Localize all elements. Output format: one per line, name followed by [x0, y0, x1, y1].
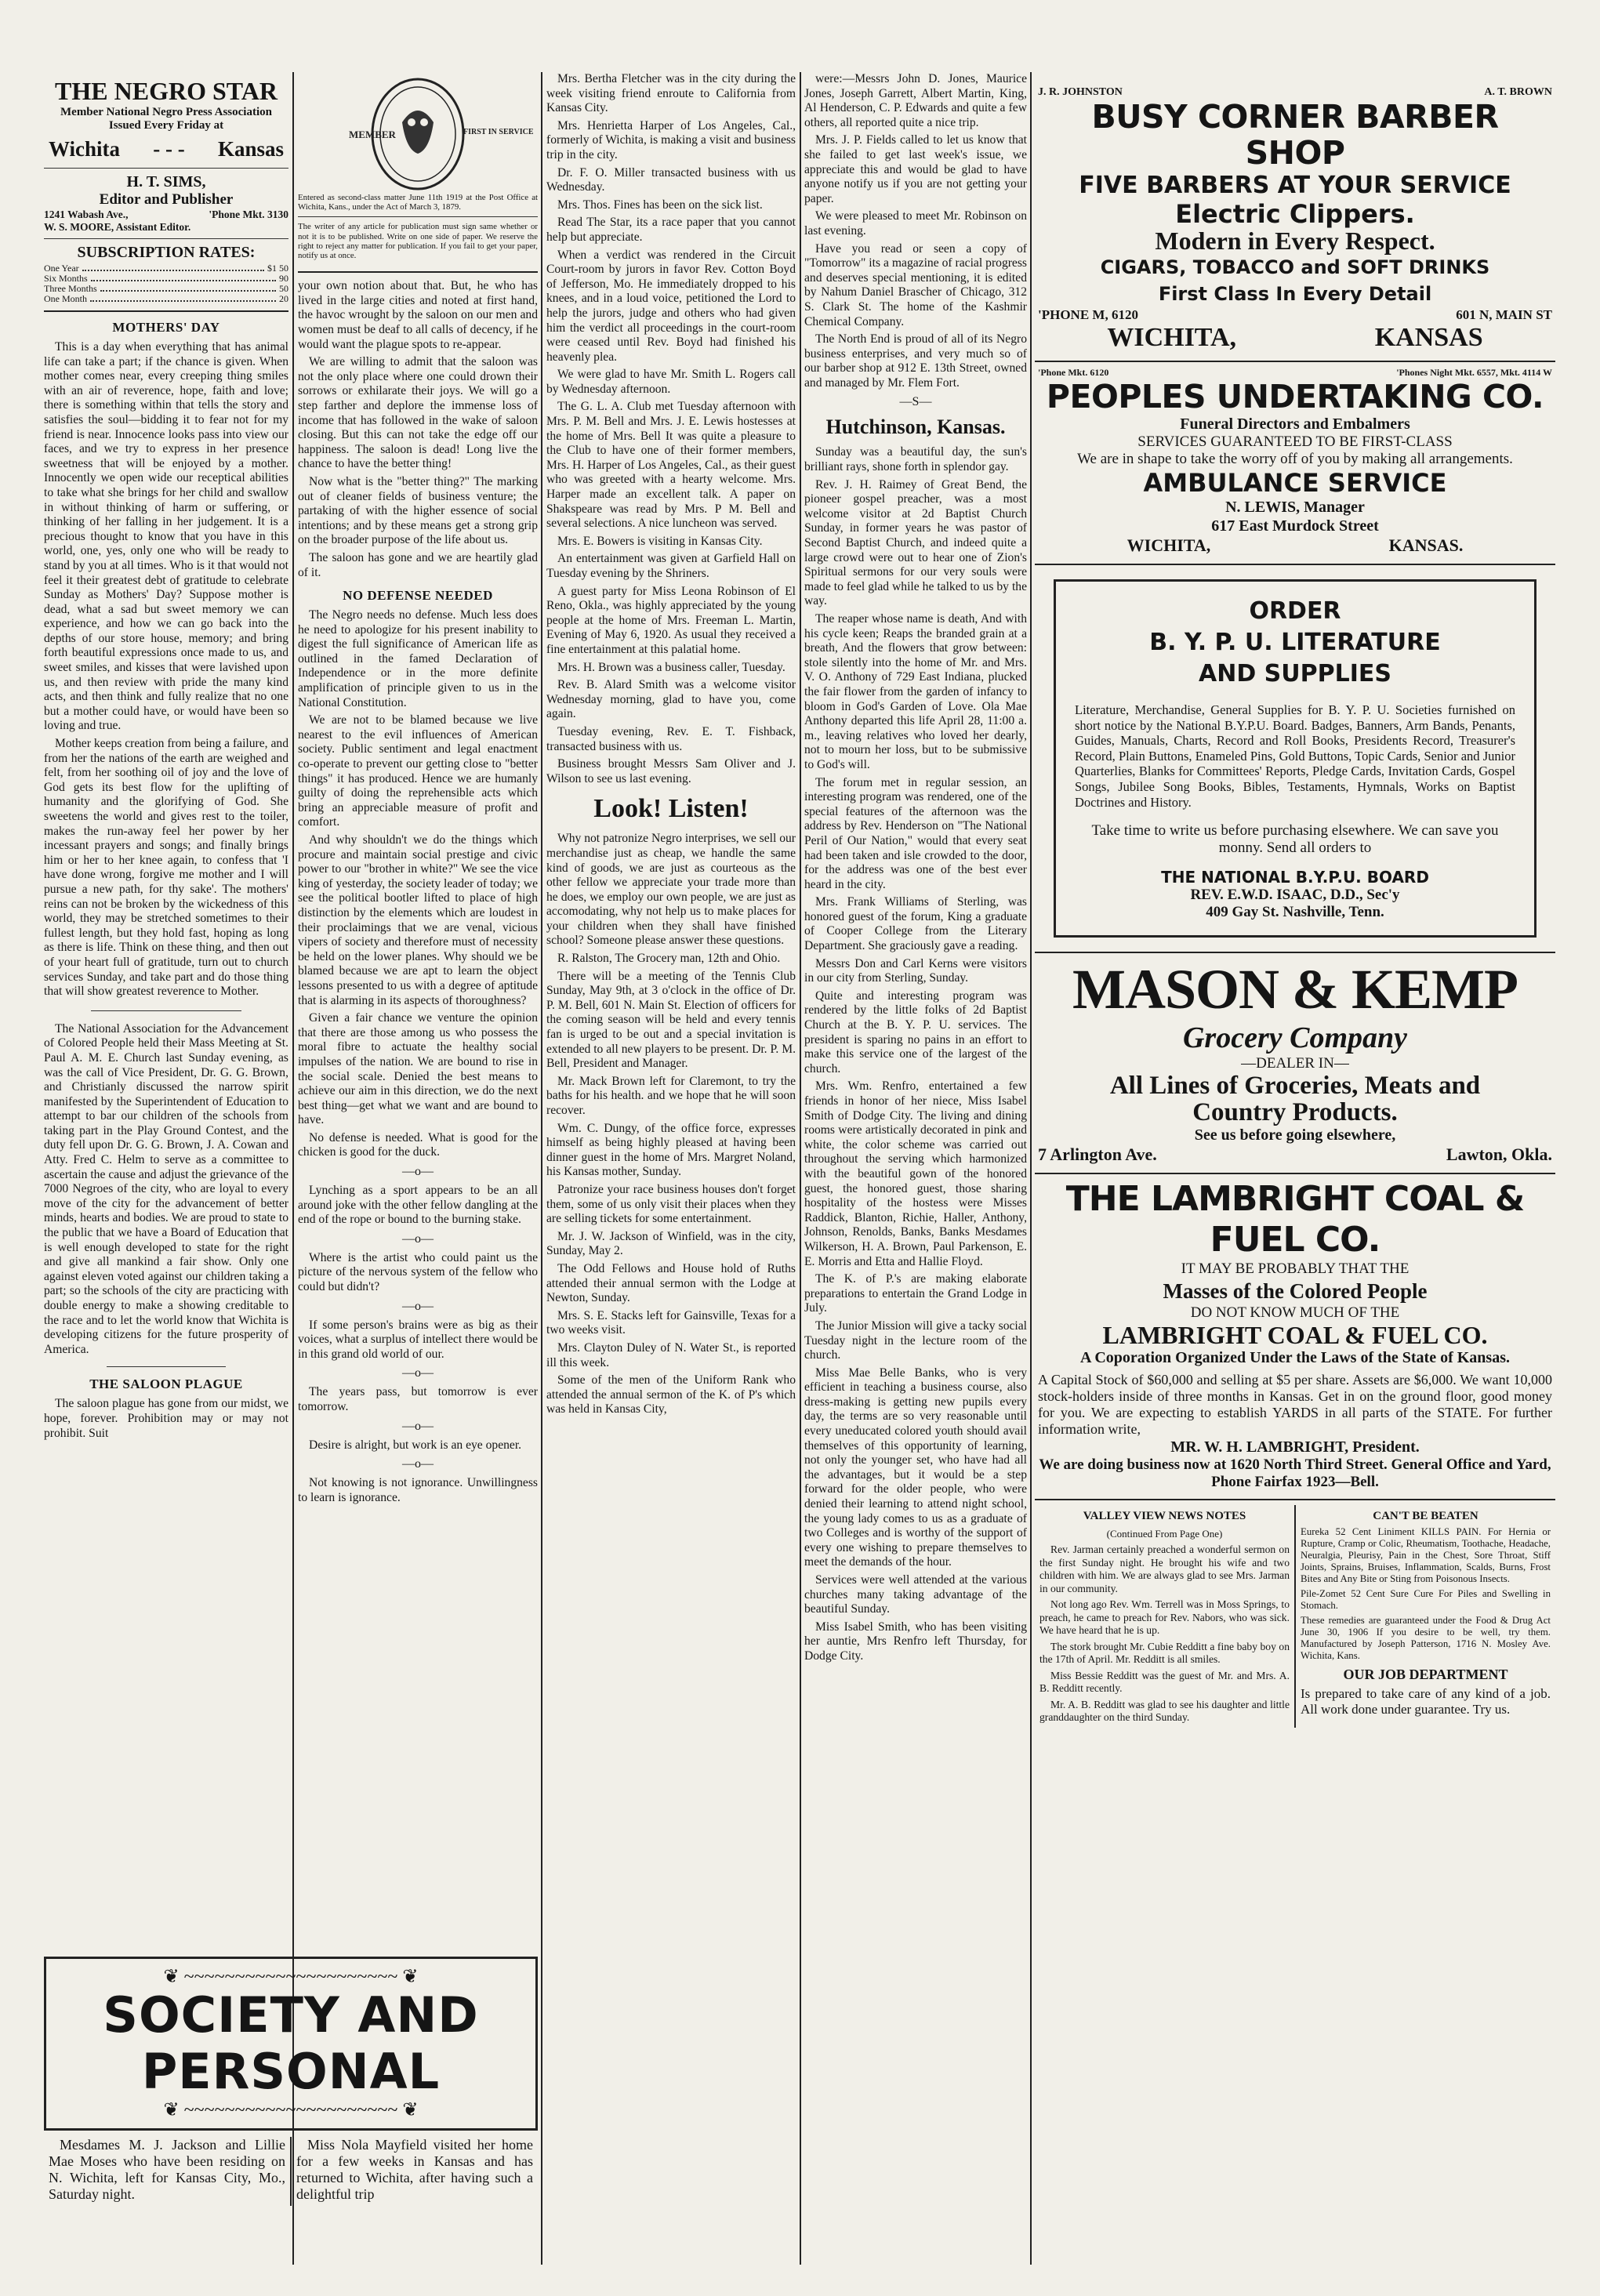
saloon-paragraph: The saloon plague has gone from our midst, we hope, forever. Prohibition may or may not prohibit. Suit [44, 1397, 288, 1440]
rate-row [44, 294, 288, 304]
news-item: The forum met in regular session, an interesting program was rendered, one of the special features of the afternoon was the address by Rev. Henderson on "The National Peril of Our Nation," would that every seat had been taken and isle crowded to the door, for the address was one of the best ever heard in the city. [804, 775, 1027, 891]
saloon-heading: THE SALOON PLAGUE [89, 1377, 243, 1392]
news-item: The North End is proud of all of its Negro business enterprises, and very much so of our barber shop at 912 E. 13th Street, owned and managed by Mr. Flem Fort. [804, 332, 1027, 390]
article-paragraph: The saloon has gone and we are heartily glad of it. [298, 550, 538, 579]
news-item: We were glad to have Mr. Smith L. Rogers call by Wednesday afternoon. [546, 368, 796, 396]
news-item: Wm. C. Dungy, of the office force, expresses himself as being highly pleased at having been dinner guest in the home of Mrs. Margret Noland, his Kansas mother, Sunday. [546, 1121, 796, 1179]
column-rule [1030, 72, 1032, 2265]
article-paragraph: We are not to be blamed because we live nearest to the evil influences of American society. Public sentiment and legal enactment co-operate to prevent our getting close to "better things" it has produced. Hence we are humanly guilty of doing the reprehensible acts which bring an appreciable measure of profit and comfort. [298, 713, 538, 829]
news-item: Mr. A. B. Redditt was glad to see his daughter and little granddaughter on the third Sunday. [1039, 1698, 1290, 1724]
ad-phone: 'Phone Mkt. 6120 [1038, 367, 1109, 378]
lambright-title: THE LAMBRIGHT COAL & FUEL CO. [1065, 1179, 1525, 1260]
press-association-seal [339, 75, 534, 193]
news-item: The reaper whose name is death, And with his cycle keen; Reaps the branded grain at a breath, And the flowers that grow between: stole silently into the home of Mr. and Mrs. V. O. Anthony of 729 East Indiana, plucked the fair flower from the garden of infancy to bloom in God's Garden of Love. Ola Mae Anthony departed this life April 28, 11:00 a. m., leaving relatives who loved her dearly, not to mourn her loss, but to be submissive to God's will. [804, 612, 1027, 771]
column-rule [800, 72, 801, 2265]
society-items [44, 2137, 538, 2206]
rate-label: Three Months [44, 283, 97, 294]
column-rule [292, 72, 294, 2265]
state: Kansas [217, 137, 284, 161]
article-paragraph: This is a day when everything that has animal life can take a part; if the chance is given. When mother comes near, every creeping thing smiles with an air of reverence, hope, faith and love; there is something within that tells the story and satisfies the soul—bidding it to fear not for my friend is near. Innocence looks pass into view our faces, and we try to express in her presence sweetness that will be enjoyed by a mother. Innocently we open wide our receptical abilities to take what she brings for her child and swallow in without thinking of harm or suffering, or thinking of her falling in her judgement. It is a precious thought to know that you have in this world, one, yes, only one who will be ready to stand by you at all times. Who is it that would not feel it their greatest debt of gratitude to celebrate Sunday as Mothers' Day? Suppose mother is dead, what a sad but sweet memory we can experience, and how we can go back into the depths of our store house, memory; and bring forth beautiful expressions once made to us, and sweet smiles, and kisses that were lavished upon us, and then review with pride the many kind acts, and then think and fully realize that no one but a mother could have, or would have been so loving and true. [44, 340, 288, 733]
ad-line: CIGARS, TOBACCO and SOFT DRINKS [1100, 256, 1490, 278]
rate-label: One Year [44, 263, 79, 274]
look-listen-paragraph: Why not patronize Negro interprises, we sell our merchandise just as cheap, we handle the same kind of goods, we are just as courteous as the other fellow we appreciate your trade more than he does, we employ our own people, we are just as accomodating, why not help us to make places for your children when they shall have finished school? Someone please answer these questions. [546, 832, 796, 948]
news-item: Mrs. Thos. Fines has been on the sick list. [557, 198, 763, 212]
news-item: Rev. B. Alard Smith was a welcome visitor Wednesday morning, glad to have you, come again. [546, 678, 796, 721]
news-item: Services were well attended at the various churches many taking advantage of the beautiful Sunday. [804, 1573, 1027, 1616]
valley-view-heading: VALLEY VIEW NEWS NOTES [1083, 1510, 1246, 1523]
ad-city: WICHITA, [1107, 323, 1237, 352]
rate-label: One Month [44, 293, 87, 304]
ad-address: 7 Arlington Ave. [1038, 1144, 1157, 1165]
rate-price: $1 50 [267, 263, 288, 274]
ad-state: KANSAS. [1388, 535, 1464, 555]
rate-label: Six Months [44, 273, 88, 284]
ad-state: KANSAS [1374, 323, 1483, 352]
remedy-column [1294, 1505, 1555, 1728]
news-item: Mrs. S. E. Stacks left for Gainsville, Texas for a two weeks visit. [546, 1308, 796, 1337]
bypu-board: THE NATIONAL B.Y.P.U. BOARD [1161, 868, 1429, 887]
ad-line: N. LEWIS, Manager [1225, 499, 1365, 516]
rate-price: 50 [279, 283, 288, 294]
proprietor-left: J. R. JOHNSTON [1038, 86, 1123, 98]
article-paragraph: Mother keeps creation from being a failure, and from her the nations of the earth are weighed and felt, from her soothing oil of joy and the love of God gets its best flow for the uplifting of humanity and the glorifying of God. She sweetens the world and gives rest to the toiler, makes the run-away feel her power by her incessant prayers and songs; and finally brings him or her to her knee again, to confess that 'I have done wrong, forgive me mother and I will pursue a new path, for thy sake'. The mothers' reins can not be broken by the wickedness of this world, they may be stretched sometimes to their fullest length, but they hold fast, hoping as long as there is life. Think on these thing, and then out of your heart full of gratitude, turn out to church services Sunday, and take part and do those thing that will show greatest reverence to Mother. [44, 737, 288, 999]
hutchinson-heading: Hutchinson, Kansas. [825, 415, 1006, 439]
barber-shop-ad [1035, 82, 1555, 362]
dash: - - - [153, 137, 185, 161]
society-section [44, 1950, 538, 2206]
news-item: Business brought Messrs Sam Oliver and J. Wilson to see us last evening. [546, 757, 796, 785]
column-2: MEMBER FIRST IN SERVICE Entered as second-class matter June 11th 1919 at the Post Office at Wichita, Kans., under the Act of March 3, 1879. The writer of any article for publication must sign same whether or not it is to be published. Write on one side of paper. We reserve the right to reject any matter for publication. If you fail to get your paper, notify us at once. your own notion about that. But, he who has lived in the large cities and noted at first hand, the havoc wrought by the saloon on our men and women must be deaf to all calls of decency, if he would want the plague spots to re-appear. We are willing to admit that the saloon was not the only place where one could drown their sorrows or exhilarate their joys. We will go a step farther and deplore the immense loss of income that has followed in the wake of saloon closing. But this can not take the edge off our happiness. The saloon is dead! Long live the chance to have the better thing! Now what is the "better thing?" The marking out of cleaner fields of business venture; the partaking of with the higher essence of social intentions; and by these means get a strong grip on the broader purpose of the life about us. The saloon has gone and we are heartily glad of it. NO DEFENSE NEEDED The Negro needs no defense. Much less does he need to apologize for his present inability to digest the full significance of American life as outlined in the famed Declaration of Independence or in the more definite amplification of principle given to us in the National Constitution. We are not to be blamed because we live nearest to the evil influences of American society. Public sentiment and legal enactment co-operate to prevent our getting close to "better things" it has produced. Hence we are humanly guilty of doing the reprehensible acts which bring an appreciable measure of profit and comfort. And why shouldn't we do the things which procure and maintain social prestige and civic power to our "brother in white?" We see the vice king of yesterday, the society leader of today; we see the political bootler lifted to place of high distinction by the elements which are loudest in their proclaimings that we are venal, vicious vipers of society and therefore must of necessity be held on the lower planes. Why should we be blamed because we are apt to learn the object lessons presented to us with a degree of aptitude that is alarming in its aspects of thoroughness? Given a fair chance we venture the opinion that there are those among us who possess the moral fibre to actuate the healthy social impulses of the nation. We are bound to rise in the social scale. Denied the best means to achieve our aim in this direction, we do the next best thing—get what we want and are bound to have. No defense is needed. What is good for the chicken is good for the duck. —o— Lynching as a sport appears to be an all around joke with the other fellow dangling at the end of the rope or bound to the burning stake. —o— Where is the artist who could paint us the picture of the nervous system of the fellow who could but didn't? —o— If some person's brains were as big as their voices, what a surplus of intellect there would be in this grand old world of our. —o— The years pass, but tomorrow is ever tomorrow. —o— Desire is alright, but work is an eye opener. —o— Not knowing is not ignorance. Unwillingness to learn is ignorance. [298, 72, 538, 1928]
assistant-editor: W. S. MOORE, Assistant Editor. [44, 221, 191, 233]
news-item: Miss Isabel Smith, who has been visiting her auntie, Mrs Renfro left Thursday, for Dodge City. [804, 1620, 1027, 1663]
entered-notice: Entered as second-class matter June 11th 1919 at the Post Office at Wichita, Kans., under the Act of March 3, 1879. [298, 193, 538, 212]
article-paragraph: And why shouldn't we do the things which procure and maintain social prestige and civic power to our "brother in white?" We see the vice king of yesterday, the society leader of today; we see the political bootler lifted to place of high distinction by the elements which are loudest in their proclaimings that we are venal, vicious vipers of society and therefore must of necessity be held on the lower planes. Why should we be blamed because we are apt to learn the object lessons presented to us with a degree of aptitude that is alarming in its aspects of thoroughness? [298, 833, 538, 1007]
paragraph-brains: If some person's brains were as big as their voices, what a surplus of intellect there would be in this grand old world of our. [298, 1318, 538, 1361]
ad-line: Funeral Directors and Embalmers [1180, 415, 1410, 433]
news-item: Mrs. Henrietta Harper of Los Angeles, Cal., formerly of Wichita, is making a visit and business trip in the city. [546, 118, 796, 161]
news-item: Mrs. E. Bowers is visiting in Kansas City. [557, 534, 763, 548]
bypu-take-time: Take time to write us before purchasing elsewhere. We can save you monny. Send all orders to [1091, 822, 1499, 857]
paragraph-desire: Desire is alright, but work is an eye opener. [309, 1438, 522, 1452]
news-item: Mrs. Wm. Renfro, entertained a few friends in honor of her niece, Miss Isabel Smith of Dodge City. The living and dining rooms were artistically decorated in pink and white, the color scheme was carried out throughout the serving which harmonized with the beautiful gown of the honored guest, the honored guest, those sharing hospitality of the hostess were Misses Raddick, Blanton, Richie, Haller, Anthony, Johnson, Renolds, Banks, Banks Mesdames Wilkerson, H. A. Brown, Paul Parkenson, E. E. Morris and Etta and Hallie Floyd. [804, 1079, 1027, 1268]
look-listen-signature: R. Ralston, The Grocery man, 12th and Ohio. [557, 952, 781, 966]
news-item: Sunday was a beautiful day, the sun's brilliant rays, shone forth in splendor gay. [804, 445, 1027, 474]
ad-line: Modern in Every Respect. [1155, 227, 1435, 255]
paragraph-years: The years pass, but tomorrow is ever tomorrow. [298, 1385, 538, 1413]
news-item: Have you read or seen a copy of "Tomorrow" its a magazine of racial progress and deserves special mentioning, it is edited by Nahum Daniel Brascher of Chicago, 312 S. Clark St. The home of the Kashmir Chemical Company. [804, 241, 1027, 328]
news-item: The Junior Mission will give a tacky social Tuesday night in the lecture room of the church. [804, 1318, 1027, 1362]
article-paragraph: Now what is the "better thing?" The marking out of cleaner fields of business venture; the partaking of with the higher essence of social intentions; and by these means get a strong grip on the broader purpose of the life about us. [298, 474, 538, 547]
news-item: Mr. J. W. Jackson of Winfield, was in the city, Sunday, May 2. [546, 1229, 796, 1258]
lambright-office: We are doing business now at 1620 North Third Street. General Office and Yard, Phone Fairfax 1923—Bell. [1039, 1456, 1551, 1491]
ad-line: See us before going elsewhere, [1194, 1126, 1396, 1144]
job-department-heading: OUR JOB DEPARTMENT [1343, 1667, 1508, 1683]
editor-name: H. T. SIMS, [126, 173, 206, 190]
remedy-item: Eureka 52 Cent Liniment KILLS PAIN. For Hernia or Rupture, Cramp or Colic, Rheumatism, Toothache, Headache, Neuralgia, Pleurisy, Pain in the Chest, Sore Throat, Stiff Joints, Sprains, Bruises, Inflammation, Scalds, Burns, Frost Bites and Any Bite or Sting from Poisonous Insects. [1301, 1526, 1551, 1585]
news-item: Mrs. Bertha Fletcher was in the city during the week visiting friend enroute to California from Kansas City. [546, 72, 796, 115]
rate-leader [90, 294, 276, 302]
ad-address: 601 N, MAIN ST [1456, 307, 1552, 322]
lambright-ad [1035, 1174, 1555, 1500]
undertaking-title: PEOPLES UNDERTAKING CO. [1046, 378, 1544, 415]
news-item: Read The Star, its a race paper that you cannot help but appreciate. [546, 216, 796, 244]
bypu-secretary: REV. E.W.D. ISAAC, D.D., Sec'y [1190, 887, 1400, 904]
news-item: Miss Bessie Redditt was the guest of Mr. and Mrs. A. B. Redditt recently. [1039, 1669, 1290, 1695]
bypu-ad [1035, 565, 1555, 953]
news-item: Patronize your race business houses don't forget them, some of us only visit their places when they are selling tickets for some entertainment. [546, 1182, 796, 1226]
news-item: Mrs. Frank Williams of Sterling, was honored guest of the forum, King a graduate of Cooper College from the Literary Department. She graciously gave a reading. [804, 895, 1027, 953]
dateline [44, 137, 288, 161]
grocery-subtitle: Grocery Company [1182, 1021, 1408, 1055]
address: 1241 Wabash Ave., [44, 209, 129, 220]
ad-line: DO NOT KNOW MUCH OF THE [1190, 1304, 1400, 1322]
ad-line: All Lines of Groceries, Meats and [1109, 1072, 1481, 1101]
masthead [44, 77, 288, 312]
bypu-body: Literature, Merchandise, General Supplies for B. Y. P. U. Societies furnished on short notice by the National B.Y.P.U. Board. Badges, Banners, Arm Bands, Penants, Guides, Manuals, Charts, Record and Roll Books, Presidents Record, Treasurer's Record, Plain Buttons, Enameled Pins, Gold Buttons, Topic Cards, Senior and Junior Quarterlies, Blanks for Committees' Reports, Pledge Cards, Invitation Cards, Gospel Songs, Jubilee Song Books, Bibles, Testaments, Hymnals, Works on Baptist Doctrines and History. [1075, 702, 1515, 810]
ad-phone: 'PHONE M, 6120 [1038, 307, 1138, 322]
news-item: The Odd Fellows and House hold of Ruths attended their annual sermon with the Lodge at Newton, Sunday. [546, 1261, 796, 1305]
news-item: Mr. Mack Brown left for Claremont, to try the baths for his health. and we hope that he will soon recover. [546, 1074, 796, 1117]
flourish-ornament: ❦ ~~~~~~~~~~~~~~~~~~~~~ ❦ [163, 2100, 419, 2120]
editor-role: Editor and Publisher [99, 191, 234, 208]
mason-kemp-ad [1035, 953, 1555, 1174]
paragraph-artist: Where is the artist who could paint us the picture of the nervous system of the fellow who could but didn't? [298, 1250, 538, 1294]
news-item: The G. L. A. Club met Tuesday afternoon with Mrs. P. M. Bell and Mrs. J. E. Lewis hostesses at the home of Mrs. Bell It was quite a pleasure to the Club to have one of their former members, Mrs. H. Harper of Los Angeles, Cal., as their guest who was greeted with a hearty welcome. Mrs. Harper made an excellent talk. A paper on Shakspeare was read by Mrs. P M. Bell and several selections. A nice luncheon was served. [546, 400, 796, 531]
ad-line: LAMBRIGHT COAL & FUEL CO. [1102, 1321, 1488, 1350]
proprietor-right: A. T. BROWN [1484, 86, 1552, 98]
article-paragraph: We are willing to admit that the saloon was not the only place where one could drown their sorrows or exhilarate their joys. We will go a step farther and deplore the immense loss of income that has followed in the wake of saloon closing. But this can not take the edge off our happiness. The saloon is dead! Long live the chance to have the better thing! [298, 355, 538, 471]
remedy-item: Pile-Zomet 52 Cent Sure Cure For Piles and Swelling in Stomach. [1301, 1588, 1551, 1612]
ad-line: SERVICES GUARANTEED TO BE FIRST-CLASS [1137, 433, 1453, 450]
ad-phone: 'Phones Night Mkt. 6557, Mkt. 4114 W [1396, 367, 1552, 378]
writer-notice: The writer of any article for publication must sign same whether or not it is to be published. Write on one side of paper. We reserve the right to reject any matter for publication. If you fail to get your paper, notify us at once. [298, 222, 538, 261]
news-item: The stork brought Mr. Cubie Redditt a fine baby boy on the 17th of April. Mr. Redditt is all smiles. [1039, 1640, 1290, 1666]
bypu-heading: B. Y. P. U. LITERATURE [1149, 629, 1441, 656]
member-line: Member National Negro Press Association [60, 106, 272, 118]
rates-table [44, 263, 288, 304]
society-paragraph: Miss Nola Mayfield visited her home for a few weeks in Kansas and has returned to Wichita, after having such a delightful trip [296, 2137, 533, 2202]
news-item: A guest party for Miss Leona Robinson of El Reno, Okla., was highly appreciated by the young people at the home of Mrs. Freeman L. Martin, Evening of May 6, 1920. As usual they received a fine entertainment at this palatial home. [546, 584, 796, 656]
news-item: were:—Messrs John D. Jones, Maurice Jones, Joseph Garrett, Albert Martin, King, Al Henderson, C. P. Edwards and quite a few others, all reported quite a nice trip. [804, 72, 1027, 129]
rate-leader [91, 274, 276, 281]
cant-be-beaten-heading: CAN'T BE BEATEN [1373, 1510, 1478, 1523]
society-title: SOCIETY AND PERSONAL [103, 1986, 479, 2100]
paragraph-knowing: Not knowing is not ignorance. Unwillingness to learn is ignorance. [298, 1476, 538, 1504]
news-item: When a verdict was rendered in the Circuit Court-room by jurors in favor Rev. Cotton Boyd of Jefferson, Mo. He immediately dropped to his knees, and in a loud voice, petitioned the Lord to help the jurors, judge and others who had given him the verdict all proceedings in the court-room were ceased until Rev. Boyd had finished his heavenly plea. [546, 248, 796, 364]
barber-title: BUSY CORNER BARBER SHOP [1091, 98, 1499, 172]
seal-left-text: MEMBER [349, 129, 396, 140]
news-item: We were pleased to meet Mr. Robinson on last evening. [804, 209, 1027, 238]
news-item: Tuesday evening, Rev. E. T. Fishback, transacted business with us. [546, 724, 796, 753]
rate-leader [82, 263, 264, 271]
ad-line: Masses of the Colored People [1163, 1279, 1428, 1304]
ad-line: A Coporation Organized Under the Laws of the State of Kansas. [1080, 1349, 1510, 1367]
address-line [44, 209, 288, 221]
undertaking-ad [1035, 362, 1555, 565]
rate-price: 90 [279, 273, 288, 284]
flourish-ornament: ❦ ~~~~~~~~~~~~~~~~~~~~~ ❦ [163, 1967, 419, 1987]
ad-city: WICHITA, [1127, 535, 1211, 555]
ad-line: Electric Clippers. [1175, 199, 1415, 229]
news-item: Mrs. Clayton Duley of N. Water St., is reported ill this week. [546, 1340, 796, 1369]
news-item: Quite and interesting program was rendered by the little folks of 2d Baptist Church at the B. Y. P. U. services. The president is sparing no pains in an effort to make this service one of the largest of the church. [804, 988, 1027, 1075]
rate-price: 20 [279, 293, 288, 304]
city: Wichita [49, 137, 121, 161]
news-item: An entertainment was given at Garfield Hall on Tuesday evening by the Shriners. [546, 552, 796, 580]
no-defense-heading: NO DEFENSE NEEDED [343, 588, 493, 604]
advertisements-column [1035, 82, 1555, 2296]
news-item: Not long ago Rev. Wm. Terrell was in Moss Springs, to preach, he came to preach for Rev. Nabors, who was sick. We have heard that he is up. [1039, 1598, 1290, 1637]
bypu-address: 409 Gay St. Nashville, Tenn. [1206, 904, 1384, 921]
lambright-body: A Capital Stock of $60,000 and selling at $5 per share. Assets are $6,000. We want 10,000 stock-holders inside of three months in Kansas. Get in on the ground floor, good money for you. We are expecting to establish YARDS in all parts of the STATE. For further information write, [1038, 1372, 1552, 1438]
news-item: Rev. J. H. Raimey of Great Bend, the pioneer gospel preacher, was a most welcome visitor at 2d Baptist Church Sunday, in former years he was pastor of Second Baptist Church, and indeed quite a large crowd were out to hear one of Zion's Spiritual sermons for our very souls were made to feel glad while he talked to us by the way. [804, 477, 1027, 608]
news-item: Messrs Don and Carl Kerns were visitors in our city from Sterling, Sunday. [804, 956, 1027, 985]
bottom-right-columns [1035, 1505, 1555, 1728]
article-paragraph: The Negro needs no defense. Much less does he need to apologize for his present inability to digest the full significance of American life as outlined in the famed Declaration of Independence or in the more definite amplification of principle given to us in the National Constitution. [298, 608, 538, 709]
news-item: Dr. F. O. Miller transacted business with us Wednesday. [546, 165, 796, 194]
look-listen-heading: Look! Listen! [593, 794, 749, 824]
ad-line: —DEALER IN— [1241, 1055, 1349, 1072]
rates-title: SUBSCRIPTION RATES: [77, 244, 256, 261]
ad-line: FIVE BARBERS AT YOUR SERVICE [1079, 172, 1511, 199]
news-item: Mrs. J. P. Fields called to let us know that she failed to get last week's issue, we appreciate this and would be glad to have anyone notify us if you are not getting your paper. [804, 133, 1027, 205]
phone: 'Phone Mkt. 3130 [209, 209, 288, 220]
job-department-text: Is prepared to take care of any kind of a job. All work done under guarantee. Try us. [1301, 1686, 1551, 1717]
valley-view-column [1035, 1505, 1294, 1728]
ad-line: First Class In Every Detail [1158, 283, 1432, 305]
column-rule [541, 72, 542, 2265]
rate-leader [100, 284, 276, 292]
news-item: Rev. Jarman certainly preached a wonderful sermon on the first Sunday night. He brought his wife and two children with him. We are always glad to see Mrs. Jarman in our community. [1039, 1543, 1290, 1594]
mason-kemp-title: MASON & KEMP [1072, 958, 1518, 1021]
seal-right-text: FIRST IN SERVICE [463, 128, 534, 136]
valley-view-subheading: (Continued From Page One) [1106, 1528, 1223, 1540]
ad-line: Country Products. [1192, 1098, 1398, 1127]
newspaper-title: THE NEGRO STAR [55, 77, 278, 105]
ambulance-heading: AMBULANCE SERVICE [1143, 468, 1447, 498]
news-item: The K. of P.'s are making elaborate preparations to entertain the Grand Lodge in July. [804, 1272, 1027, 1315]
news-item: Miss Mae Belle Banks, who is very efficient in teaching a business course, also dress-making is getting new pupils every day, the terms are so very reasonable until every uneducated colored youth should avail themselves of this opportunity of learning, not only the younger set, who have had all the advantages, but it would be a step forward for the older people, who were denied their learning to attend night school, the young lady comes to us as a graduate of two Colleges and is worthy of the support of every one wishing to prepare themselves to meet the demands of the hour. [804, 1366, 1027, 1569]
column-3 [546, 72, 796, 2296]
society-banner [44, 1957, 538, 2131]
bypu-heading: AND SUPPLIES [1199, 660, 1391, 687]
news-item: Mrs. H. Brown was a business caller, Tuesday. [557, 660, 785, 674]
news-item: There will be a meeting of the Tennis Club Sunday, May 9th, at 3 o'clock in the office of Dr. P. M. Bell, 601 N. Main St. Election of officers for the coming season will be held and every tennis fan is urged to be out and a special invitation is extended to all new players to be present. Dr. P. M. Bell, President and Manager. [546, 969, 796, 1071]
issued-line: Issued Every Friday at [108, 119, 224, 132]
bypu-heading: ORDER [1249, 597, 1341, 625]
article-paragraph: No defense is needed. What is good for the chicken is good for the duck. [298, 1130, 538, 1159]
ad-line: We are in shape to take the worry off of you by making all arrangements. [1077, 451, 1513, 467]
society-paragraph: Mesdames M. J. Jackson and Lillie Mae Moses who have been residing on N. Wichita, left for Kansas City, Mo., Saturday night. [49, 2137, 285, 2202]
ad-city: Lawton, Okla. [1446, 1144, 1552, 1165]
news-item: Some of the men of the Uniform Rank who attended the annual sermon of the K. of P's which was held in Kansas City, [546, 1373, 796, 1416]
mothers-day-heading: MOTHERS' DAY [112, 320, 220, 335]
naacp-article: The National Association for the Advancement of Colored People held their Mass Meeting at St. Paul A. M. E. Church last Sunday evening, as was the call of Vice President, Dr. G. G. Brown, and Christianly discussed the narrow spirit manifested by the Superintendent of Education to attempt to bar our children of the schools from taking part in the Play Ground Contest, and the duty fell upon Dr. G. G. Brown, J. A. Cowan and Atty. Fred C. Helm to serve as a committee to ascertain the cause and adjust the grievance of the 7000 Negroes of the city, who are loyal to every move of the city for the advancement of better minds, hearts and bodies. We are proud to state to the public that we have a Board of Education that is well enough developed to state for the right and give all mankind a fair show. Only one against eleven voted against our children taking a part; so the schools of the city are practicing with double energy to make a showing creditable to the race and to let the world know that Wichita is developing citizens for the future prosperity of America. [44, 1021, 288, 1356]
remedy-item: These remedies are guaranteed under the Food & Drug Act June 30, 1906 If you desire to be well, try them. Manufactured by Joseph Patterson, 1716 N. Mosley Ave. Wichita, Kans. [1301, 1615, 1551, 1662]
ad-line: 617 East Murdock Street [1211, 517, 1379, 535]
ad-line: IT MAY BE PROBABLY THAT THE [1181, 1260, 1410, 1278]
column-4: were:—Messrs John D. Jones, Maurice Jones, Joseph Garrett, Albert Martin, King, Al Henderson, C. P. Edwards and quite a few others, all reported quite a nice trip. Mrs. J. P. Fields called to let us know that she failed to get last week's issue, we appreciate this and would be glad to have anyone notify us if you are not getting your paper. We were pleased to meet Mr. Robinson on last evening. Have you read or seen a copy of "Tomorrow" its a magazine of racial progress and deserves special mentioning, it is edited by Nahum Daniel Brascher of Chicago, 312 S. Clark St. The home of the Kashmir Chemical Company. The North End is proud of all of its Negro business enterprises, and very much so of our barber shop at 912 E. 13th Street, owned and managed by Mr. Flem Fort. —S— Hutchinson, Kansas. Sunday was a beautiful day, the sun's brilliant rays, shone forth in splendor gay. Rev. J. H. Raimey of Great Bend, the pioneer gospel preacher, was a most welcome visitor at 2d Baptist Church Sunday, in former years he was pastor of Second Baptist Church, and indeed quite a large crowd were out to hear one of Zion's Spiritual sermons for our very souls were made to feel glad while he talked to us by the way. The reaper whose name is death, And with his cycle keen; Reaps the branded grain at a breath, And the flowers that grow between: stole silently into the home of Mr. and Mrs. V. O. Anthony of 729 East Indiana, plucked the fair flower from the garden of infancy to bloom in God's Garden of Love. Ola Mae Anthony departed this life April 28, 11:00 a. m., leaving relatives who loved her dearly, not to mourn her loss, but to be submissive to God's will. The forum met in regular session, an interesting program was rendered, one of the special features of the afternoon was the address by Rev. Henderson on "The National Peril of Our Nation," would that every seat had been taken and isle crowded to the door, for the address was one of the best ever heard in the city. Mrs. Frank Williams of Sterling, was honored guest of the forum, King a graduate of Cooper College from the Literary Department. She graciously gave a reading. Messrs Don and Carl Kerns were visitors in our city from Sterling, Sunday. Quite and interesting program was rendered by the little folks of 2d Baptist Church at the B. Y. P. U. services. The president is sparing no pains in an effort to make this service one of the largest of the church. Mrs. Wm. Renfro, entertained a few friends in honor of her niece, Miss Isabel Smith of Dodge City. The living and dining rooms were artistically decorated in pink and white, the color scheme was carried out throughout the serving which harmonized with the beautiful gown of the honored guest, the honored guest, those sharing hospitality of the hostess were Misses Raddick, Blanton, Richie, Haller, Anthony, Johnson, Renolds, Banks, Banks Mesdames Wilkerson, H. A. Brown, Paul Parkenson, E. E. Morris and Etta and Hallie Floyd. The K. of P.'s are making elaborate preparations to entertain the Grand Lodge in July. The Junior Mission will give a tacky social Tuesday night in the lecture room of the church. Miss Mae Belle Banks, who is very efficient in teaching a business course, also dress-making is getting new pupils every day, the terms are so very reasonable until every uneducated colored youth should avail themselves of this opportunity of learning, not only the younger set, who have had all the advantages, but it would be a step forward for the older people, who were denied their learning to attend night school, the young lady comes to us as a graduate of two Colleges and is worthy of the support of every one wishing to prepare themselves to meet the demands of the hour. Services were well attended at the various churches many taking advantage of the beautiful Sunday. Miss Isabel Smith, who has been visiting her auntie, Mrs Renfro left Thursday, for Dodge City. [804, 72, 1027, 1663]
article-paragraph: Given a fair chance we venture the opinion that there are those among us who possess the moral fibre to actuate the healthy social impulses of the nation. We are bound to rise in the social scale. Denied the best means to achieve our aim in this direction, we do the next best thing—get what we want and are bound to have. [298, 1011, 538, 1127]
lambright-president: MR. W. H. LAMBRIGHT, President. [1170, 1438, 1420, 1456]
paragraph-lynching: Lynching as a sport appears to be an all around joke with the other fellow dangling at the end of the rope or bound to the burning stake. [298, 1184, 538, 1227]
saloon-continued: your own notion about that. But, he who has lived in the large cities and noted at first hand, the havoc wrought by the saloon on our men and women must be deaf to all calls of decency, if he would want the plague spots to re-appear. [298, 279, 538, 351]
